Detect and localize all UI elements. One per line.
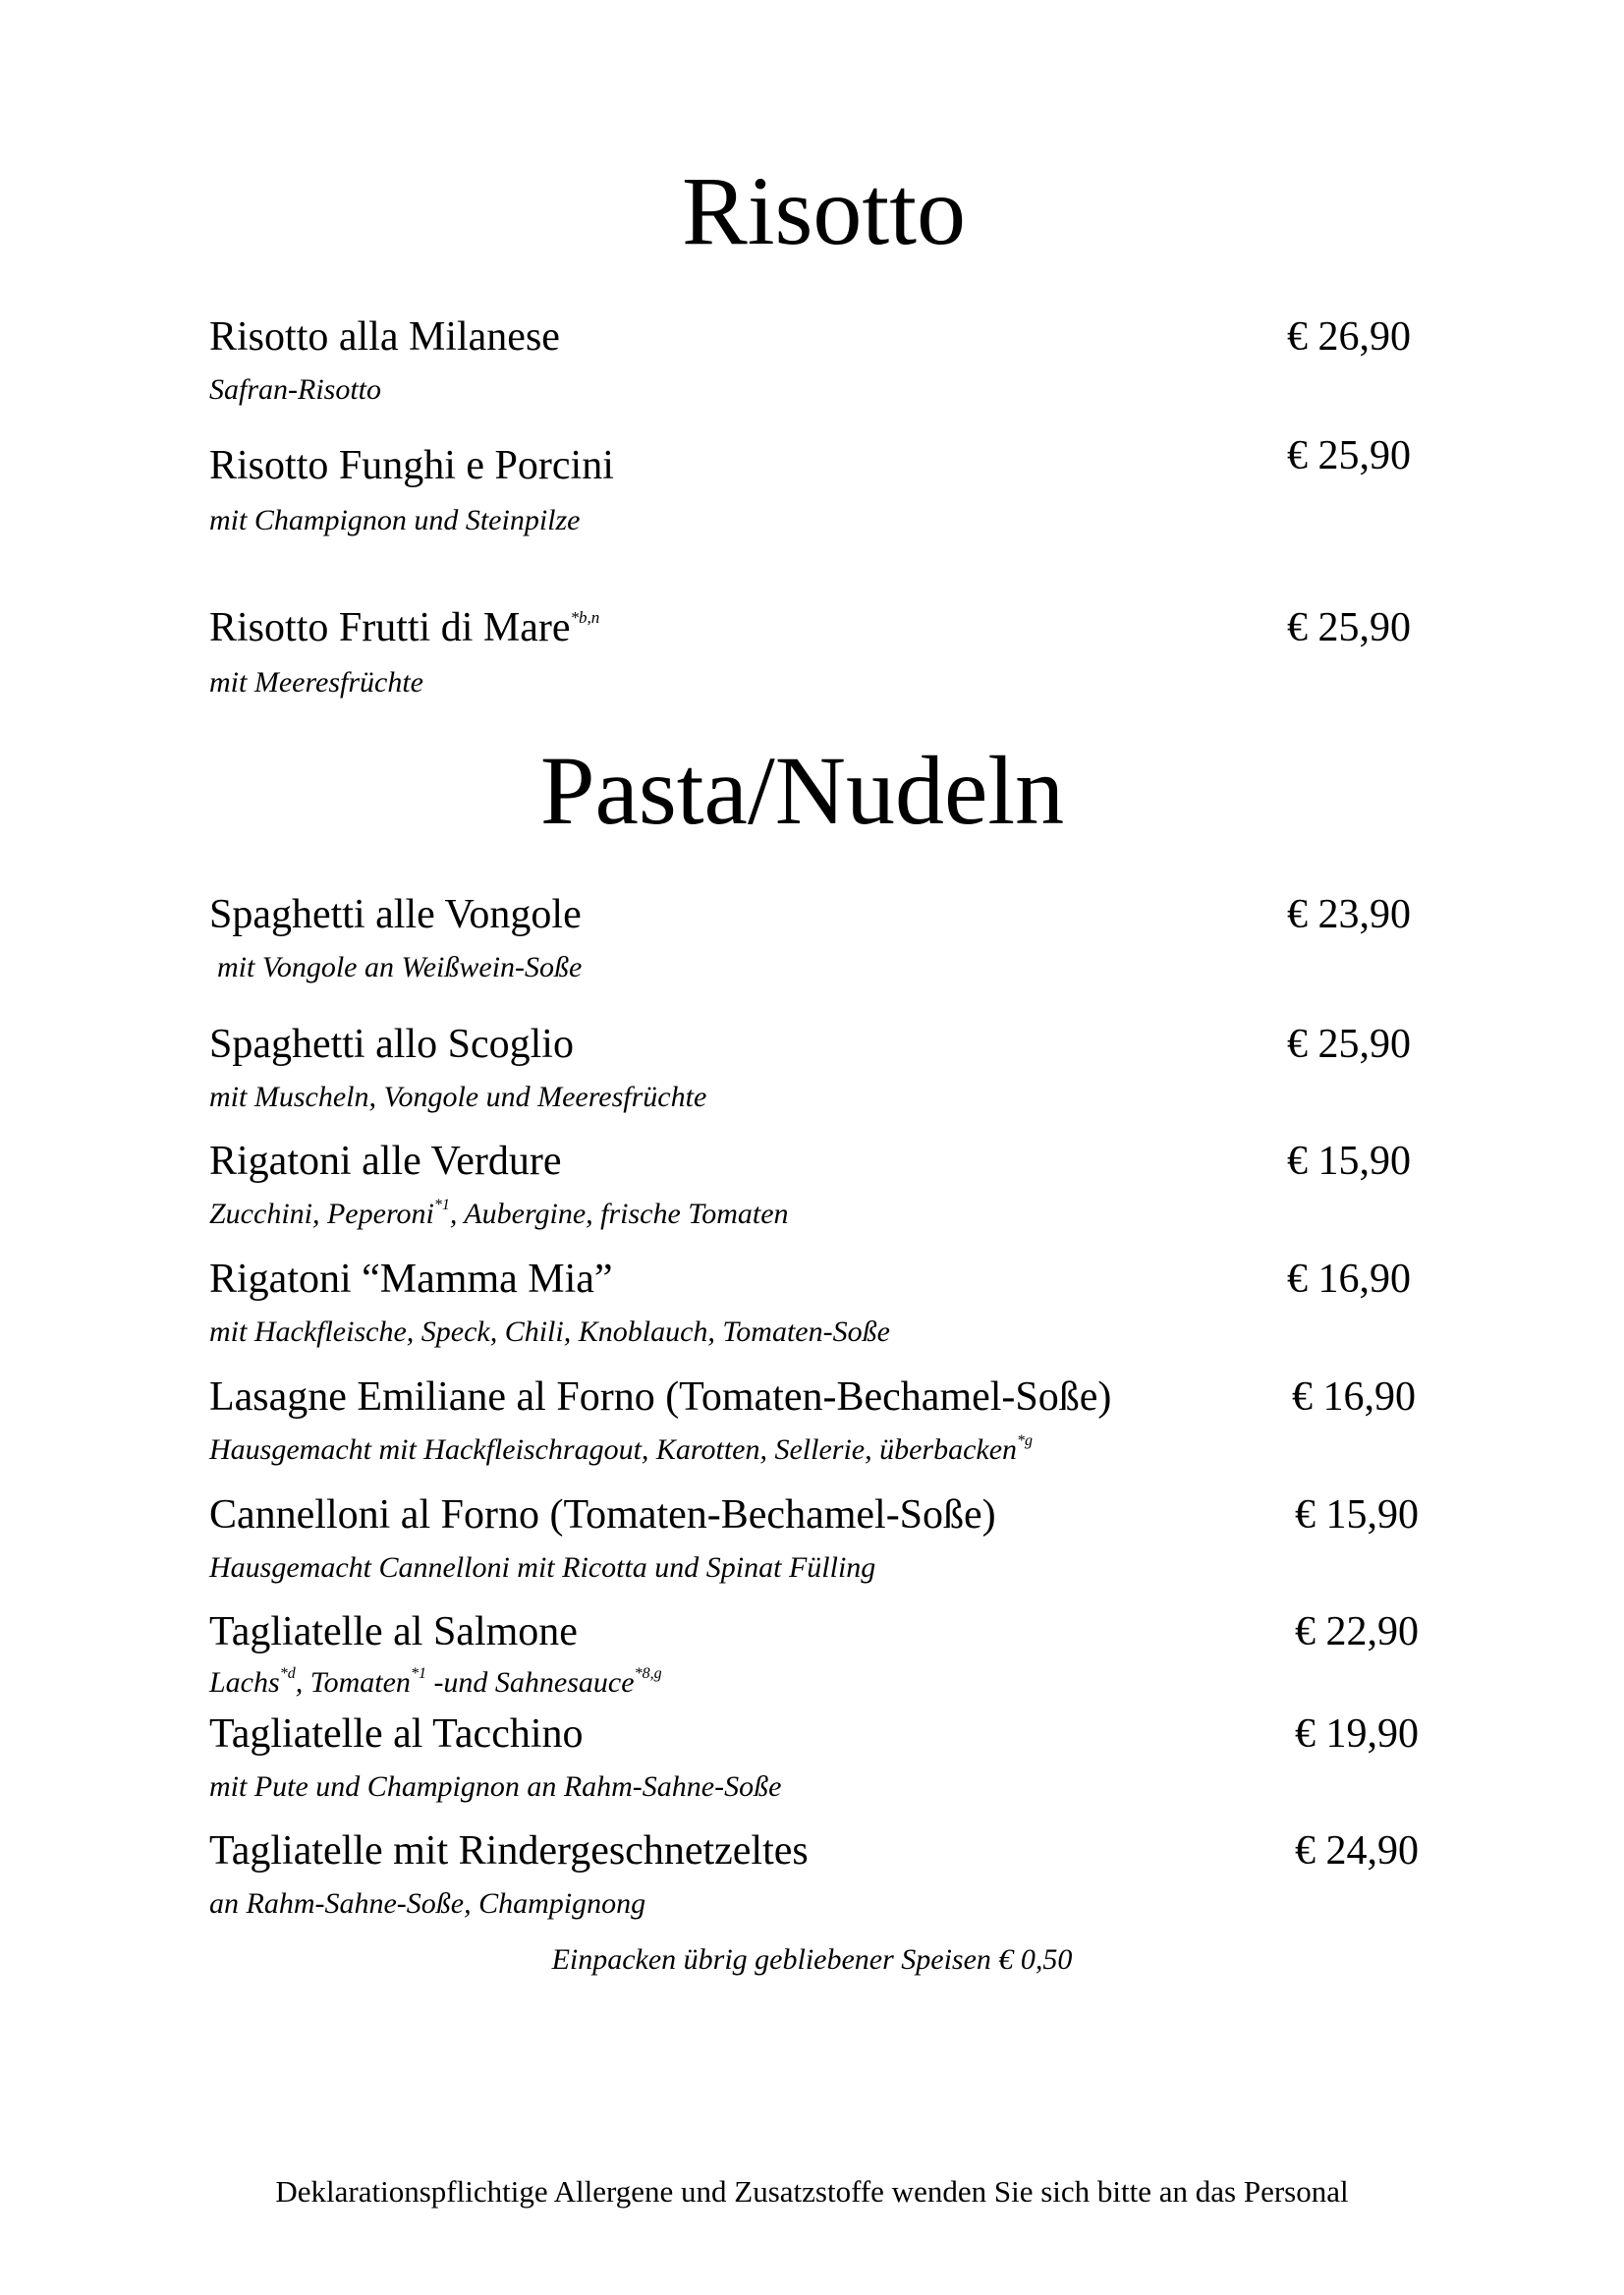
menu-item-rigatoni-mamma-mia [209,1259,1428,1367]
risotto-heading: Risotto [682,156,966,265]
item-description: Hausgemacht Cannelloni mit Ricotta und Spinat Fülling [209,1551,876,1584]
item-name: Tagliatelle al Tacchino [209,1711,584,1757]
menu-item-spaghetti-vongole [209,894,1428,1002]
menu-item-rigatoni-verdure [209,1141,1428,1249]
menu-item-risotto-frutti [209,607,1428,715]
item-description: Hausgemacht mit Hackfleischragout, Karotten, Sellerie, überbacken$^{*g}$ [209,1432,1034,1466]
pasta-heading: Pasta/Nudeln [539,736,1065,845]
allergen-marker: *1 [410,1665,426,1682]
item-name: Lasagne Emiliane al Forno (Tomaten-Bechamel-Soße) [209,1374,1112,1420]
allergen-marker: *1 [433,1197,450,1213]
item-description: Safran-Risotto [209,373,382,406]
item-price: € 26,90 [1287,314,1411,360]
allergen-footer: Deklarationspflichtige Allergene und Zusatzstoffe wenden Sie sich bitte an das Personal [275,2174,1349,2209]
item-description: mit Champignon und Steinpilze [209,504,581,536]
item-description: Zucchini, Peperoni$^{*1}$, Aubergine, frische Tomaten [209,1197,789,1230]
item-name: Rigatoni “Mamma Mia” [209,1257,613,1302]
item-name: Risotto alla Milanese [209,314,560,360]
item-name: Risotto Frutti di Mare$^{*b,n}$ [209,605,600,650]
allergen-marker: *8,g [634,1665,662,1682]
menu-item-tagliatelle-salmone [209,1611,1428,1719]
item-price: € 25,90 [1287,1022,1411,1067]
menu-item-risotto-milanese [209,316,1428,424]
item-description: mit Pute und Champignon an Rahm-Sahne-Soße [209,1770,782,1803]
item-name: Spaghetti allo Scoglio [209,1022,574,1067]
allergen-marker: *g [1017,1432,1034,1449]
item-name: Spaghetti alle Vongole [209,892,582,937]
menu-item-lasagne [209,1376,1428,1484]
item-name: Risotto Funghi e Porcini [209,443,614,488]
menu-item-tagliatelle-rinder [209,1830,1428,1938]
packaging-note: Einpacken übrig gebliebener Speisen € 0,50 [551,1943,1073,1976]
item-price: € 16,90 [1292,1374,1416,1420]
menu-item-spaghetti-scoglio [209,1024,1428,1132]
item-description: mit Hackfleische, Speck, Chili, Knoblauch, Tomaten-Soße [209,1315,890,1348]
item-name: Tagliatelle al Salmone [209,1609,578,1654]
item-price: € 24,90 [1295,1828,1419,1874]
item-price: € 25,90 [1287,605,1411,650]
item-price: € 16,90 [1287,1257,1411,1302]
item-name: Cannelloni al Forno (Tomaten-Bechamel-Soße) [209,1492,996,1538]
item-price: € 25,90 [1287,433,1411,478]
item-description: Lachs$^{*d}$, Tomaten$^{*1}$ -und Sahnesauce$^{*8,g}$ [209,1665,662,1699]
menu-item-cannelloni [209,1494,1428,1602]
item-description: an Rahm-Sahne-Soße, Champignong [209,1887,646,1920]
item-price: € 23,90 [1287,892,1411,937]
item-description: mit Vongole an Weißwein-Soße [217,951,583,983]
item-price: € 19,90 [1295,1711,1419,1757]
item-name: Rigatoni alle Verdure [209,1139,562,1184]
menu-item-risotto-funghi [209,433,1428,553]
item-price: € 15,90 [1287,1139,1411,1184]
item-description: mit Muscheln, Vongole und Meeresfrüchte [209,1081,707,1113]
allergen-marker: *b,n [570,608,600,627]
item-name: Tagliatelle mit Rindergeschnetzeltes [209,1828,809,1874]
allergen-marker: *d [279,1665,296,1682]
item-price: € 15,90 [1295,1492,1419,1538]
menu-item-tagliatelle-tacchino [209,1713,1428,1821]
item-price: € 22,90 [1295,1609,1419,1654]
item-description: mit Meeresfrüchte [209,666,423,699]
